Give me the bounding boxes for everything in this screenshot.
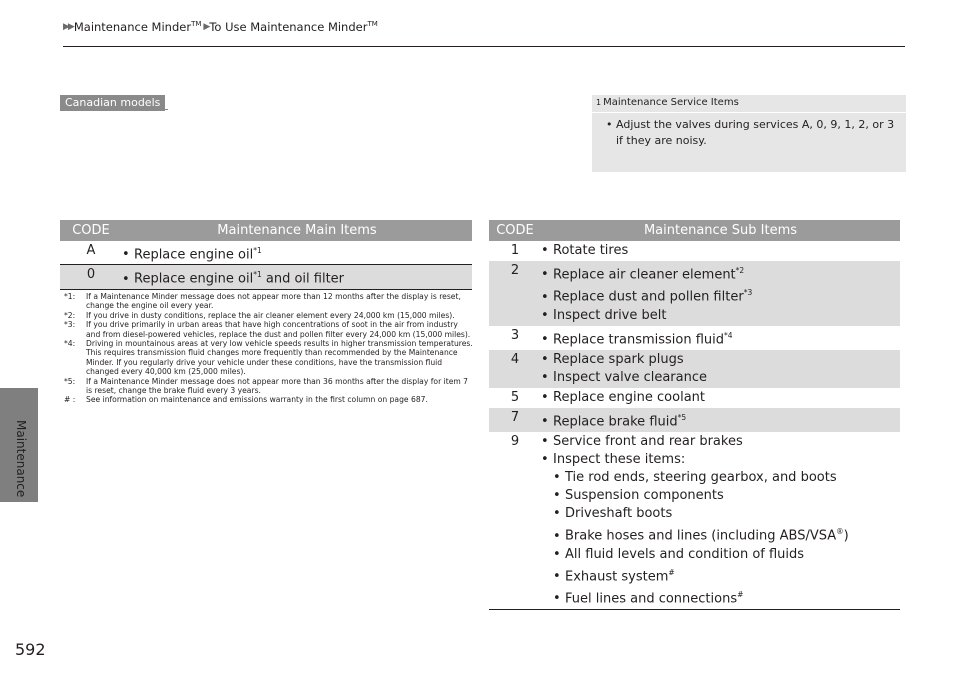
bullet-icon: •: [541, 267, 549, 283]
code-cell: 7: [489, 408, 541, 432]
table-row: [489, 261, 900, 326]
table-row: [489, 241, 900, 261]
item-cell: • Rotate tires: [541, 243, 629, 258]
breadcrumb-to-use[interactable]: To Use Maintenance Minder™: [209, 20, 378, 34]
table-row: [60, 265, 472, 289]
bullet-icon: •: [541, 243, 549, 258]
page-number: 592: [15, 640, 46, 659]
code-cell: 9: [510, 434, 520, 450]
bullet-icon: •: [541, 389, 549, 405]
header-rule: [63, 46, 905, 47]
table-row: [489, 350, 900, 388]
bullet-icon: •: [541, 307, 549, 323]
code-cell: 2: [489, 261, 541, 326]
bullet-icon: •: [541, 434, 549, 450]
footnote: *2: If you drive in dusty conditions, replace the air cleaner element every 24,000 km (15,000 miles).: [64, 310, 455, 320]
footnotes: [60, 292, 474, 405]
bullet-icon: •: [122, 271, 130, 287]
bullet-icon: •: [541, 331, 549, 347]
bullet-icon: •: [541, 452, 549, 468]
code-cell: 0: [60, 265, 122, 289]
breadcrumb-maintenance-minder[interactable]: Maintenance Minder™: [73, 20, 202, 34]
bullet-icon: •: [553, 568, 561, 584]
bullet-icon: •: [553, 528, 561, 544]
table-row: [60, 241, 472, 265]
sub-items-table: [489, 220, 900, 610]
item-cell: • Replace engine coolant: [541, 389, 705, 405]
footnote: *3: If you drive primarily in urban areas that have high concentrations of soot in the air from industry and from diesel-powered vehicles, replace the dust and pollen filter every 24,000 km (15,000 miles).: [64, 320, 471, 339]
maintenance-service-note: [592, 95, 906, 172]
col-header-sub-items: Maintenance Sub Items: [541, 220, 900, 241]
item-cell: • Replace air cleaner element$^{*2}$ • Replace dust and pollen filter$^{*3}$ • Inspect drive belt: [541, 261, 900, 326]
bullet-icon: •: [553, 546, 561, 562]
code-cell: 4: [489, 350, 541, 388]
double-arrow-icon: ▶▶: [63, 22, 73, 32]
footnote: *1: If a Maintenance Minder message does not appear more than 12 months after the display is reset, change the engine oil every year.: [64, 292, 461, 311]
canadian-models-badge: Canadian models: [60, 95, 165, 111]
code-cell: 5: [510, 389, 520, 405]
item-cell: • Replace engine oil$^{*1}$: [122, 241, 472, 265]
table-row: [489, 326, 900, 350]
bullet-icon: •: [541, 289, 549, 305]
item-cell: • Replace spark plugs • Inspect valve clearance: [541, 350, 900, 388]
col-header-code: CODE: [60, 220, 122, 241]
footnote: *4: Driving in mountainous areas at very low vehicle speeds results in higher transmission temperatures. This requires transmission fluid changes more frequently than recommended by the Maintenance Minder. If you regularly drive your vehicle under these conditions, have the transmission fluid changed every 40,000 km (25,000 miles).: [64, 339, 473, 377]
breadcrumb: [63, 20, 378, 34]
bullet-icon: •: [553, 506, 561, 522]
table-row: [489, 432, 900, 609]
code-cell: 1: [510, 243, 520, 258]
code-cell: A: [60, 241, 122, 265]
footnote: *5: If a Maintenance Minder message does not appear more than 36 months after the display for item 7 is reset, change the brake fluid every 3 years.: [64, 376, 469, 396]
table-row: [489, 388, 900, 408]
item-cell: • Replace brake fluid$^{*5}$: [541, 408, 900, 432]
item-cell: • Replace transmission fluid$^{*4}$: [541, 330, 733, 347]
code-cell: 3: [510, 327, 520, 343]
item-cell: • Service front and rear brakes • Inspect these items: • Tie rod ends, steering gearbox, and boots • Suspension components • Driveshaft boots • Brake hoses and lines (including ABS/VSA®) • All fluid levels and condition of fluids • Exhaust system# • Fuel lines and connections#: [541, 434, 849, 607]
footnote: # : See information on maintenance and emissions warranty in the first column on page 687.: [64, 395, 428, 405]
bullet-icon: •: [553, 470, 561, 486]
bullet-icon: •: [606, 118, 613, 131]
main-items-table: [60, 220, 472, 290]
col-header-main-items: Maintenance Main Items: [122, 220, 472, 241]
bullet-icon: •: [541, 369, 549, 385]
section-label: Maintenance: [14, 420, 28, 498]
col-header-code: CODE: [489, 220, 541, 241]
arrow-icon: ▶: [203, 22, 209, 32]
badge-rule: [60, 109, 168, 110]
bullet-icon: •: [553, 488, 561, 504]
bullet-icon: •: [541, 351, 549, 367]
note-body: • Adjust the valves during services A, 0, 9, 1, 2, or 3 if they are noisy.: [606, 118, 895, 147]
table-row: [489, 408, 900, 432]
note-title: 1 Maintenance Service Items: [596, 97, 739, 108]
item-cell: • Replace engine oil$^{*1}$ and oil filter: [122, 265, 472, 289]
bullet-icon: •: [122, 247, 130, 263]
bullet-icon: •: [541, 414, 549, 430]
note-rule: [592, 112, 906, 113]
note-marker-icon: 1: [596, 98, 602, 107]
bullet-icon: •: [553, 591, 561, 607]
